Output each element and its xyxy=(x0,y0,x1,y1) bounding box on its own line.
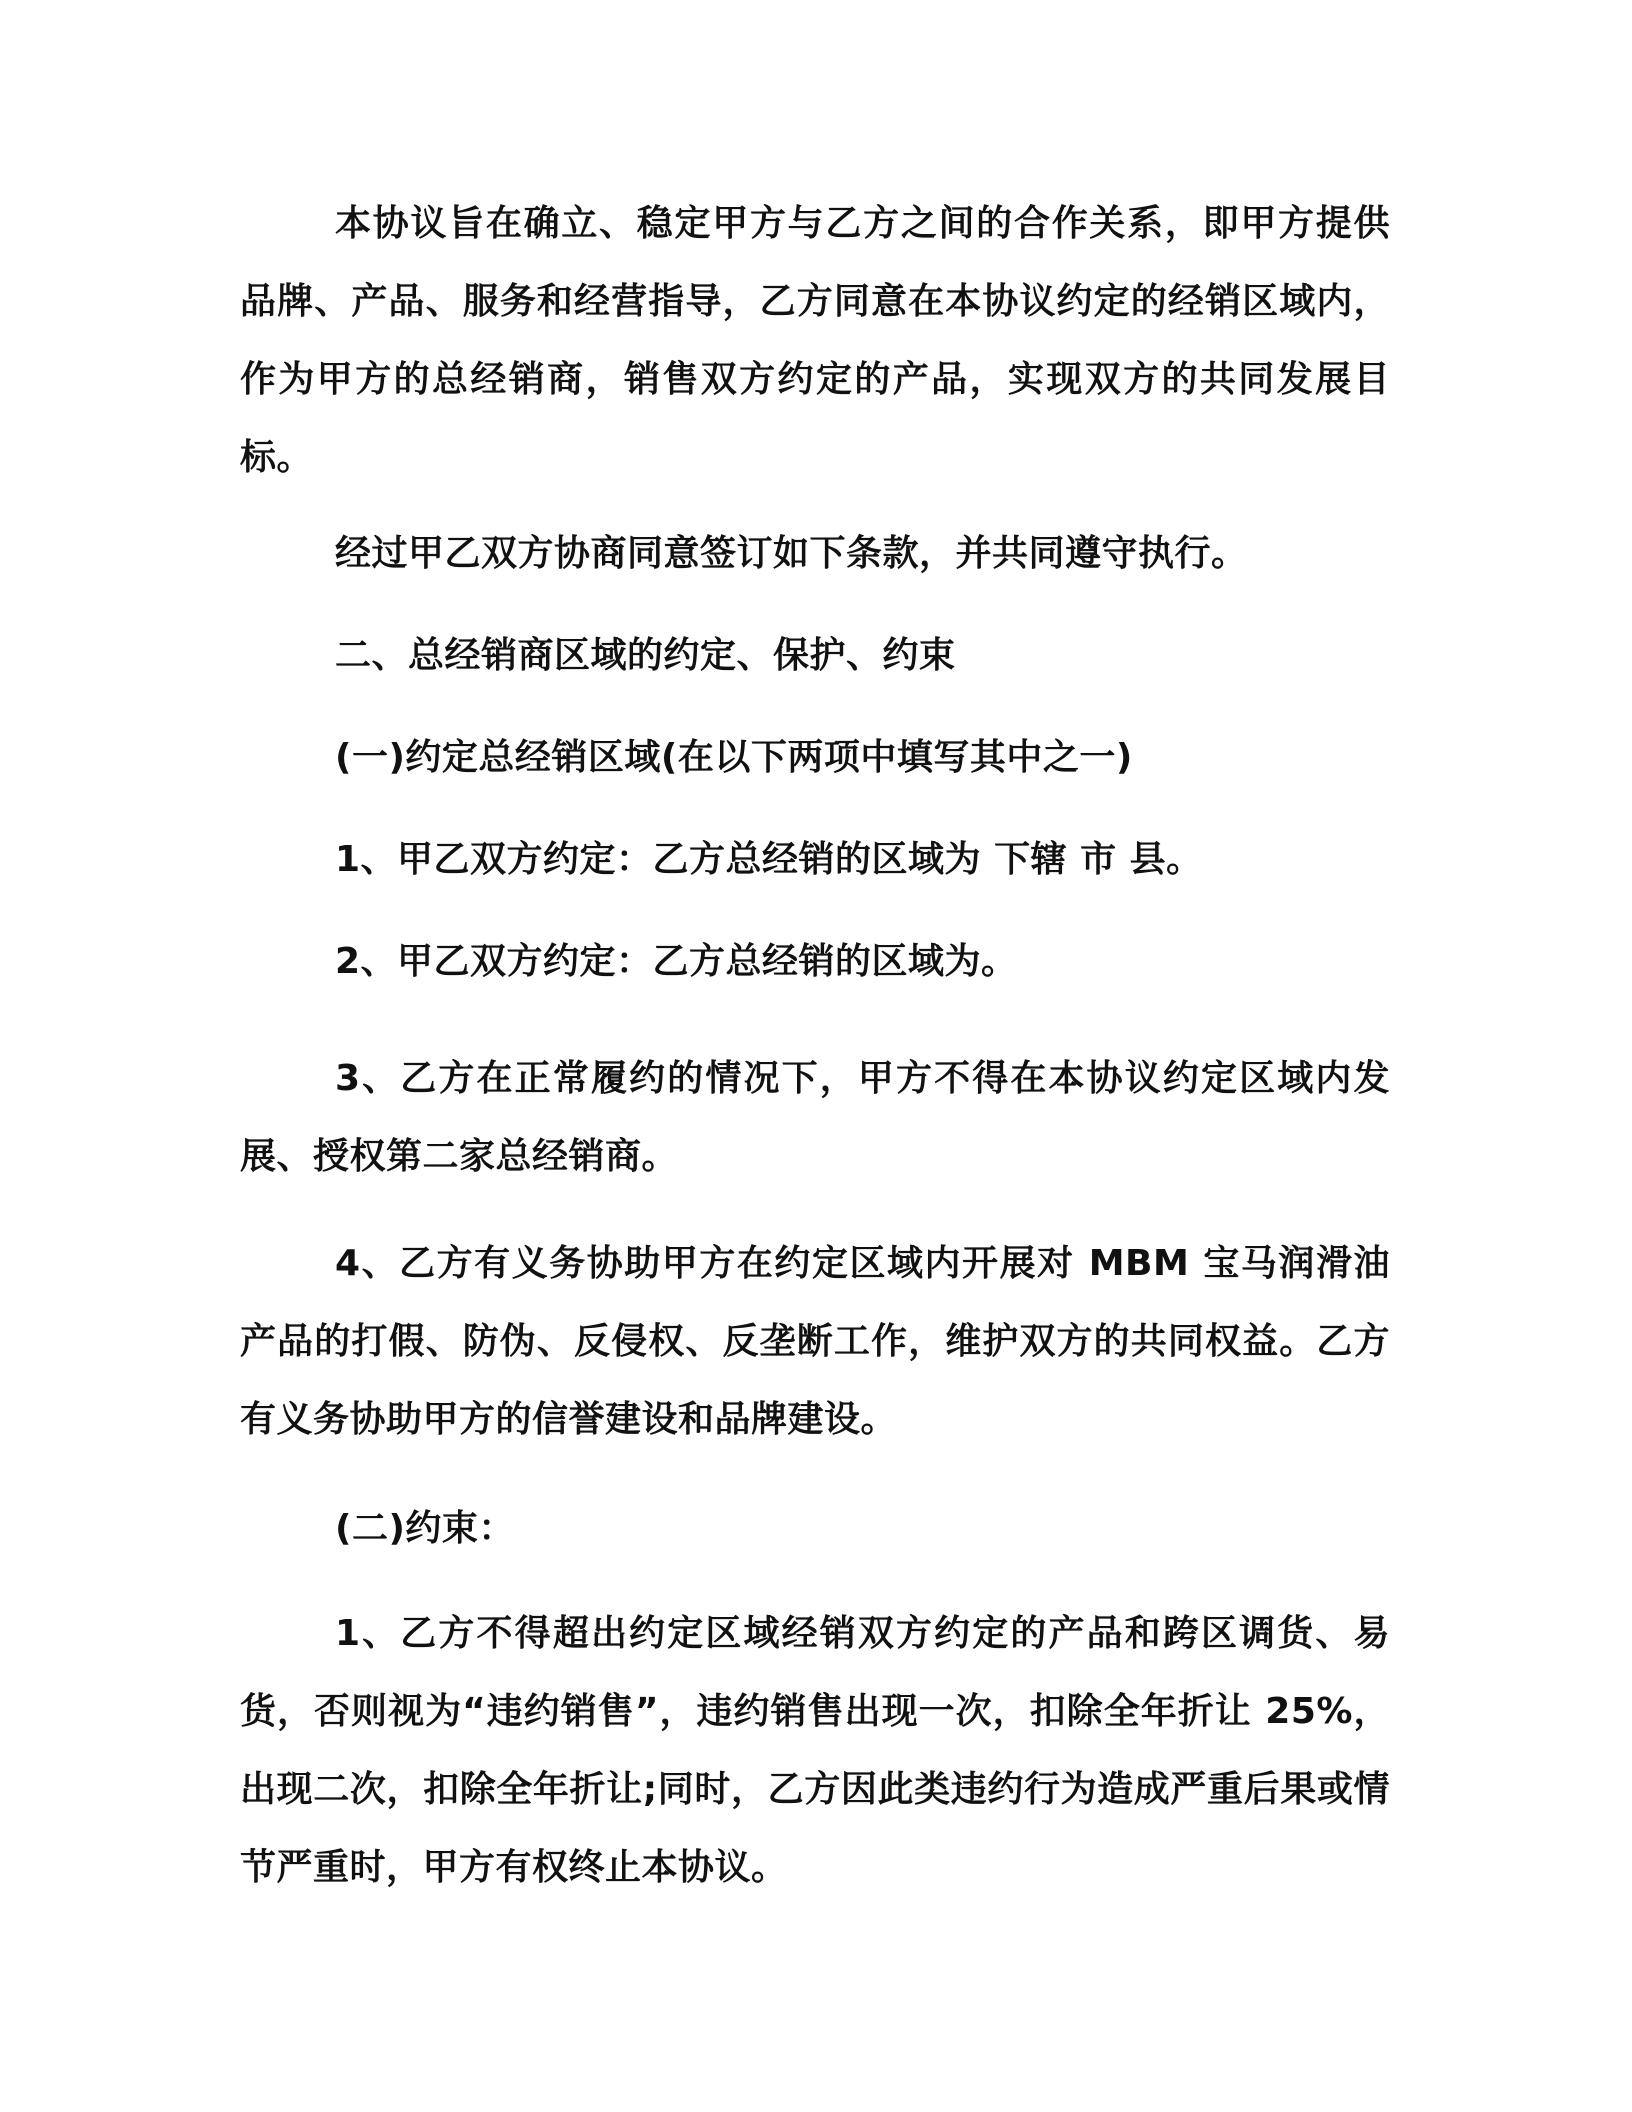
clause-3: 3、乙方在正常履约的情况下，甲方不得在本协议约定区域内发展、授权第二家总经销商。 xyxy=(240,1058,1390,1177)
constraint-clause-1: 1、乙方不得超出约定区域经销双方约定的产品和跨区调货、易货，否则视为“违约销售”，违约销售出现一次，扣除全年折让 25%，出现二次，扣除全年折让;同时，乙方因此类违约行为造成严重后果或情节严重时，甲方有权终止本协议。 xyxy=(240,1613,1390,1888)
clause-1: 1、甲乙双方约定：乙方总经销的区域为 下辖 市 县。 xyxy=(335,839,1203,880)
subsection-heading-2: (二)约束： xyxy=(335,1508,515,1549)
subsection-heading-1: (一)约定总经销区域(在以下两项中填写其中之一) xyxy=(335,737,1133,778)
section-heading-2: 二、总经销商区域的约定、保护、约束 xyxy=(335,635,956,676)
paragraph-agreement: 经过甲乙双方协商同意签订如下条款，并共同遵守执行。 xyxy=(335,533,1248,574)
clause-4: 4、乙方有义务协助甲方在约定区域内开展对 MBM 宝马润滑油产品的打假、防伪、反侵权、反垄断工作，维护双方的共同权益。乙方有义务协助甲方的信誉建设和品牌建设。 xyxy=(240,1243,1390,1440)
paragraph-purpose: 本协议旨在确立、稳定甲方与乙方之间的合作关系，即甲方提供品牌、产品、服务和经营指导，乙方同意在本协议约定的经销区域内，作为甲方的总经销商，销售双方约定的产品，实现双方的共同发展目标。 xyxy=(240,203,1390,478)
clause-2: 2、甲乙双方约定：乙方总经销的区域为。 xyxy=(335,941,1018,982)
